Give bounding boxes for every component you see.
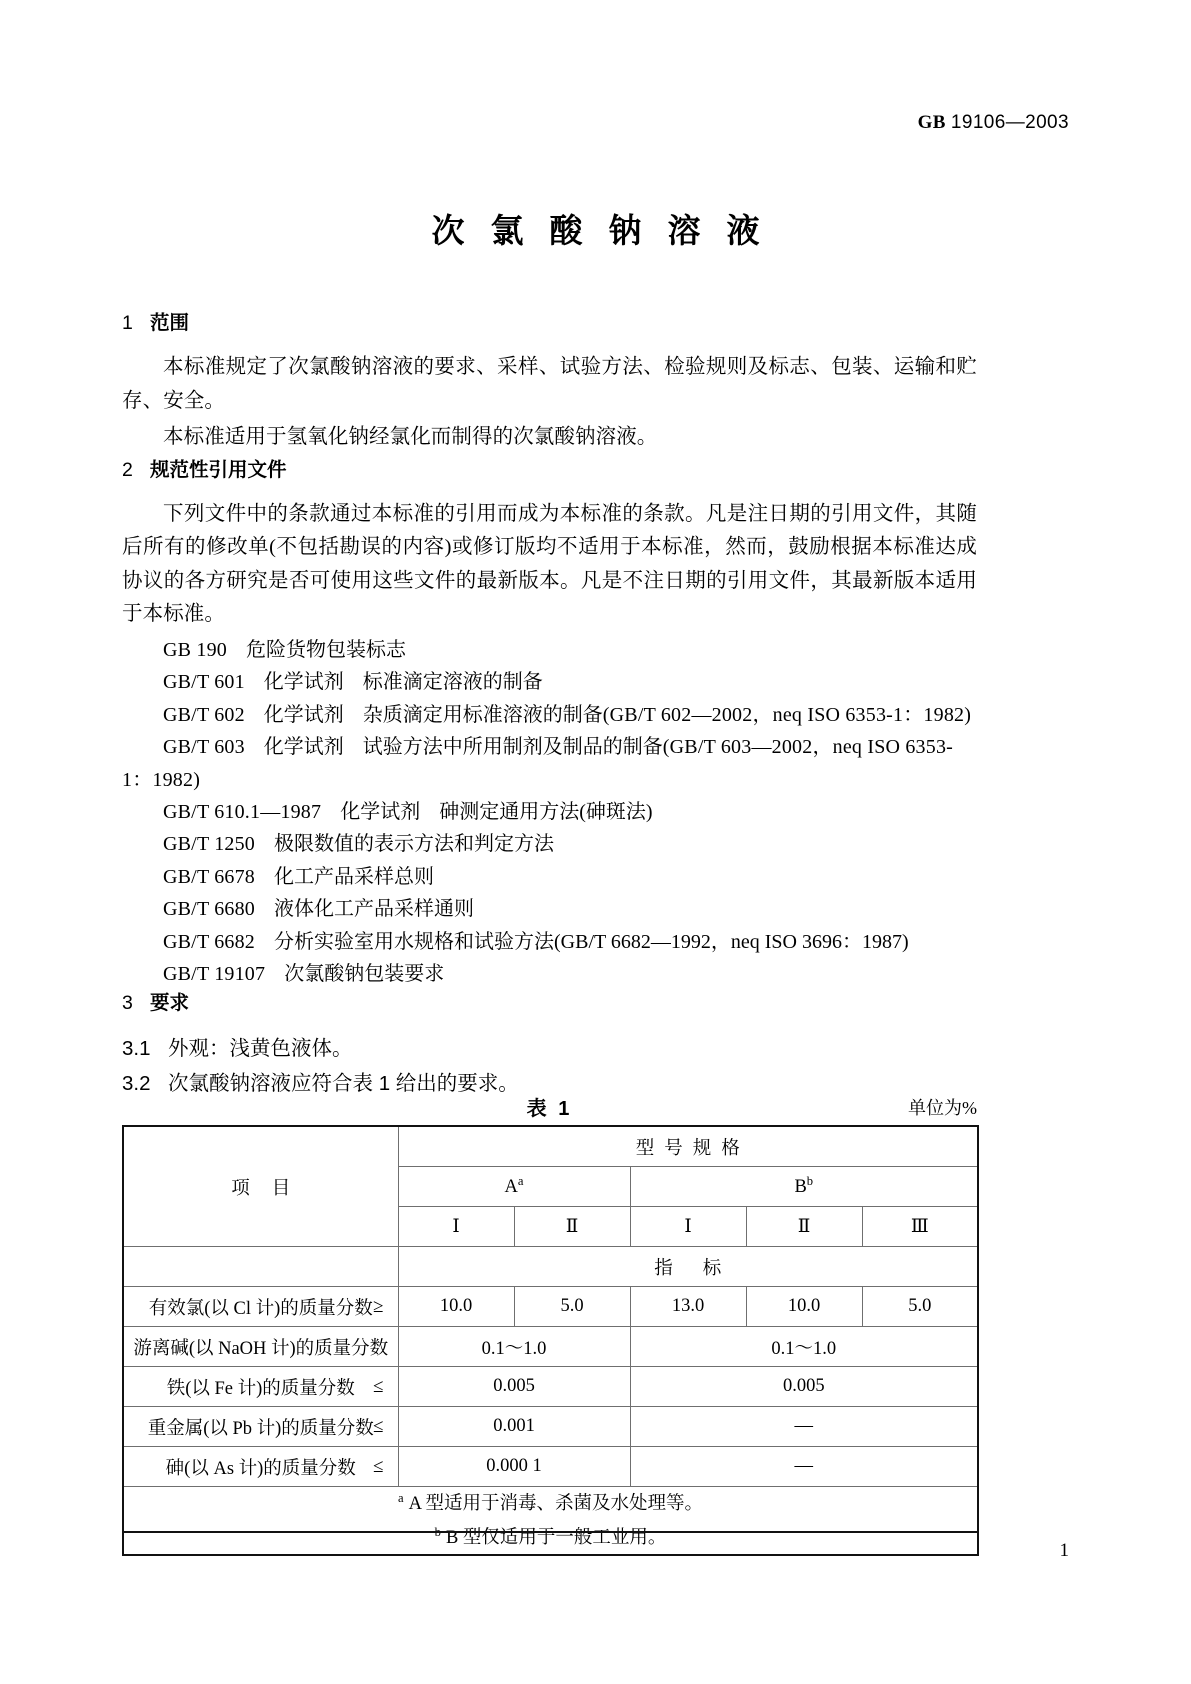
clause-text: 外观：浅黄色液体。 <box>168 1036 353 1060</box>
section-number-1: 1 <box>122 312 133 334</box>
cell-type-a: 0.001 <box>398 1407 630 1447</box>
cell-a1: 10.0 <box>398 1287 514 1327</box>
footnote-b <box>124 1521 977 1555</box>
reference-item <box>122 893 977 925</box>
section-1-paragraph-2: 本标准适用于氢氧化钠经氯化而制得的次氯酸钠溶液。 <box>163 425 658 448</box>
cell-type-a: 0.1～1.0 <box>398 1327 630 1367</box>
reference-code: GB/T 602 <box>163 703 245 726</box>
reference-subtitle: 标准滴定溶液的制备 <box>362 671 543 694</box>
reference-title: 化学试剂 <box>263 671 344 694</box>
row-label <box>123 1367 398 1407</box>
reference-subtitle: 试验方法中所用制剂及制品的制备 <box>362 736 663 759</box>
cell-type-b: 0.005 <box>630 1367 978 1407</box>
clause-number: 3.2 <box>122 1071 151 1095</box>
table-row <box>123 1287 978 1327</box>
type-a-footnote-mark: a <box>517 1174 524 1189</box>
grade-b-2: Ⅱ <box>746 1207 862 1247</box>
cell-type-a: 0.000 1 <box>398 1447 630 1487</box>
table-caption-row <box>122 1092 977 1121</box>
footnote-a-text: A 型适用于消毒、杀菌及水处理等。 <box>408 1494 704 1515</box>
row-label <box>123 1407 398 1447</box>
section-heading-1 <box>122 310 977 337</box>
footnote-b-text: B 型仅适用于一般工业用。 <box>445 1527 667 1548</box>
clause-3-1 <box>122 1032 977 1065</box>
cell-type-a: 0.005 <box>398 1367 630 1407</box>
reference-item <box>122 958 977 990</box>
section-heading-2 <box>122 457 977 484</box>
footnote-a-mark: a <box>397 1491 404 1505</box>
row-label <box>123 1327 398 1367</box>
row-label-text: 重金属(以 Pb 计)的质量分数 <box>147 1418 374 1439</box>
grade-a-1: Ⅰ <box>398 1207 514 1247</box>
row-label-text: 砷(以 As 计)的质量分数 <box>165 1458 356 1479</box>
row-operator: ≤ <box>373 1455 384 1477</box>
table-header-group: 型号规格 <box>398 1126 978 1167</box>
requirements-table <box>122 1125 979 1556</box>
row-operator: ≤ <box>373 1415 384 1437</box>
table-header-type-b <box>630 1167 978 1207</box>
reference-item <box>122 796 977 828</box>
grade-a-2: Ⅱ <box>514 1207 630 1247</box>
reference-code: GB/T 6680 <box>163 898 255 921</box>
table-row <box>123 1407 978 1447</box>
cell-a2: 5.0 <box>514 1287 630 1327</box>
reference-code: GB/T 6682 <box>163 930 255 953</box>
reference-item <box>122 828 977 860</box>
row-label-text: 有效氯(以 Cl 计)的质量分数 <box>148 1298 373 1319</box>
reference-item <box>122 861 977 893</box>
cell-b1: 13.0 <box>630 1287 746 1327</box>
clause-number: 3.1 <box>122 1036 151 1060</box>
reference-code: GB/T 1250 <box>163 833 255 856</box>
reference-code: GB/T 601 <box>163 671 245 694</box>
grade-b-3: Ⅲ <box>862 1207 978 1247</box>
type-a-label: A <box>504 1177 518 1198</box>
reference-title: 化学试剂 <box>340 800 421 823</box>
section-1-paragraph-1: 本标准规定了次氯酸钠溶液的要求、采样、试验方法、检验规则及标志、包装、运输和贮存、安全。 <box>122 356 977 412</box>
reference-title: 分析实验室用水规格和试验方法(GB/T 6682—1992，neq ISO 3696：1987) <box>274 930 909 953</box>
reference-item <box>122 926 977 958</box>
row-label-text: 铁(以 Fe 计)的质量分数 <box>166 1378 355 1399</box>
section-2-paragraph-1: 下列文件中的条款通过本标准的引用而成为本标准的条款。凡是注日期的引用文件，其随后所有的修改单(不包括勘误的内容)或修订版均不适用于本标准，然而，鼓励根据本标准达成协议的各方研究是否可使用这些文件的最新版本。凡是不注日期的引用文件，其最新版本适用于本标准。 <box>122 503 977 625</box>
cell-type-b: — <box>630 1407 978 1447</box>
footnote-a <box>124 1487 977 1521</box>
table-index-header: 指标 <box>398 1247 978 1287</box>
section-title-3: 要求 <box>150 992 190 1015</box>
table-block <box>122 1092 977 1556</box>
reference-title: 化学试剂 <box>263 736 344 759</box>
reference-title: 次氯酸钠包装要求 <box>284 962 445 985</box>
row-label <box>123 1287 398 1327</box>
reference-title: 化学试剂 <box>263 703 344 726</box>
row-label <box>123 1447 398 1487</box>
document-body <box>122 310 977 1102</box>
reference-item <box>122 731 977 796</box>
table-index-blank <box>123 1247 398 1287</box>
type-b-label: B <box>794 1177 807 1198</box>
reference-title: 极限数值的表示方法和判定方法 <box>274 833 554 856</box>
section-number-3: 3 <box>122 992 133 1015</box>
clause-text: 次氯酸钠溶液应符合表 1 给出的要求。 <box>168 1071 519 1095</box>
row-operator: ≥ <box>373 1295 384 1317</box>
reference-subtitle: 杂质滴定用标准溶液的制备 <box>362 703 603 726</box>
reference-item <box>122 699 977 731</box>
reference-title: 危险货物包装标志 <box>245 639 406 662</box>
footnote-b-mark: b <box>434 1524 441 1539</box>
reference-code: GB/T 6678 <box>163 865 255 888</box>
section-title-1: 范围 <box>150 312 190 334</box>
table-index-row <box>123 1247 978 1287</box>
reference-note: (GB/T 602—2002，neq ISO 6353-1：1982) <box>602 703 972 726</box>
table-header-type-a <box>398 1167 630 1207</box>
standard-prefix: GB <box>917 112 946 133</box>
table-header-item: 项目 <box>123 1126 398 1247</box>
table-row <box>123 1367 978 1407</box>
table-footnotes <box>123 1487 978 1556</box>
standard-number: 19106—2003 <box>950 112 1069 133</box>
page-title: 次氯酸钠溶液 <box>431 212 786 249</box>
section-title-2: 规范性引用文件 <box>150 458 287 481</box>
reference-code: GB/T 603 <box>163 736 245 759</box>
reference-title: 液体化工产品采样通则 <box>274 898 474 921</box>
table-footnote-row <box>123 1487 978 1556</box>
reference-note: (GB/T 603—2002，neq ISO 6353-1：1982) <box>122 736 954 791</box>
reference-title: 化工产品采样总则 <box>274 865 434 888</box>
grade-b-1: Ⅰ <box>630 1207 746 1247</box>
row-label-text: 游离碱(以 NaOH 计)的质量分数 <box>133 1338 389 1359</box>
cell-type-b: 0.1～1.0 <box>630 1327 978 1367</box>
footer-divider <box>122 1531 977 1533</box>
table-row <box>123 1327 978 1367</box>
cell-type-b: — <box>630 1447 978 1487</box>
running-head <box>918 112 1069 134</box>
section-number-2: 2 <box>122 458 133 481</box>
reference-code: GB/T 19107 <box>163 962 266 985</box>
row-operator: ≤ <box>373 1375 384 1397</box>
reference-subtitle: 砷测定通用方法(砷斑法) <box>439 800 653 823</box>
type-b-footnote-mark: b <box>806 1174 814 1189</box>
cell-b3: 5.0 <box>862 1287 978 1327</box>
reference-item <box>122 634 977 666</box>
reference-item <box>122 666 977 698</box>
table-header-row-group <box>123 1126 978 1167</box>
page-number: 1 <box>1059 1540 1069 1561</box>
table-caption: 表 1 <box>526 1098 573 1120</box>
reference-code: GB 190 <box>163 639 227 662</box>
cell-b2: 10.0 <box>746 1287 862 1327</box>
table-unit-note: 单位为% <box>908 1098 977 1118</box>
table-row <box>123 1447 978 1487</box>
reference-code: GB/T 610.1—1987 <box>163 800 322 823</box>
section-heading-3 <box>122 990 977 1017</box>
